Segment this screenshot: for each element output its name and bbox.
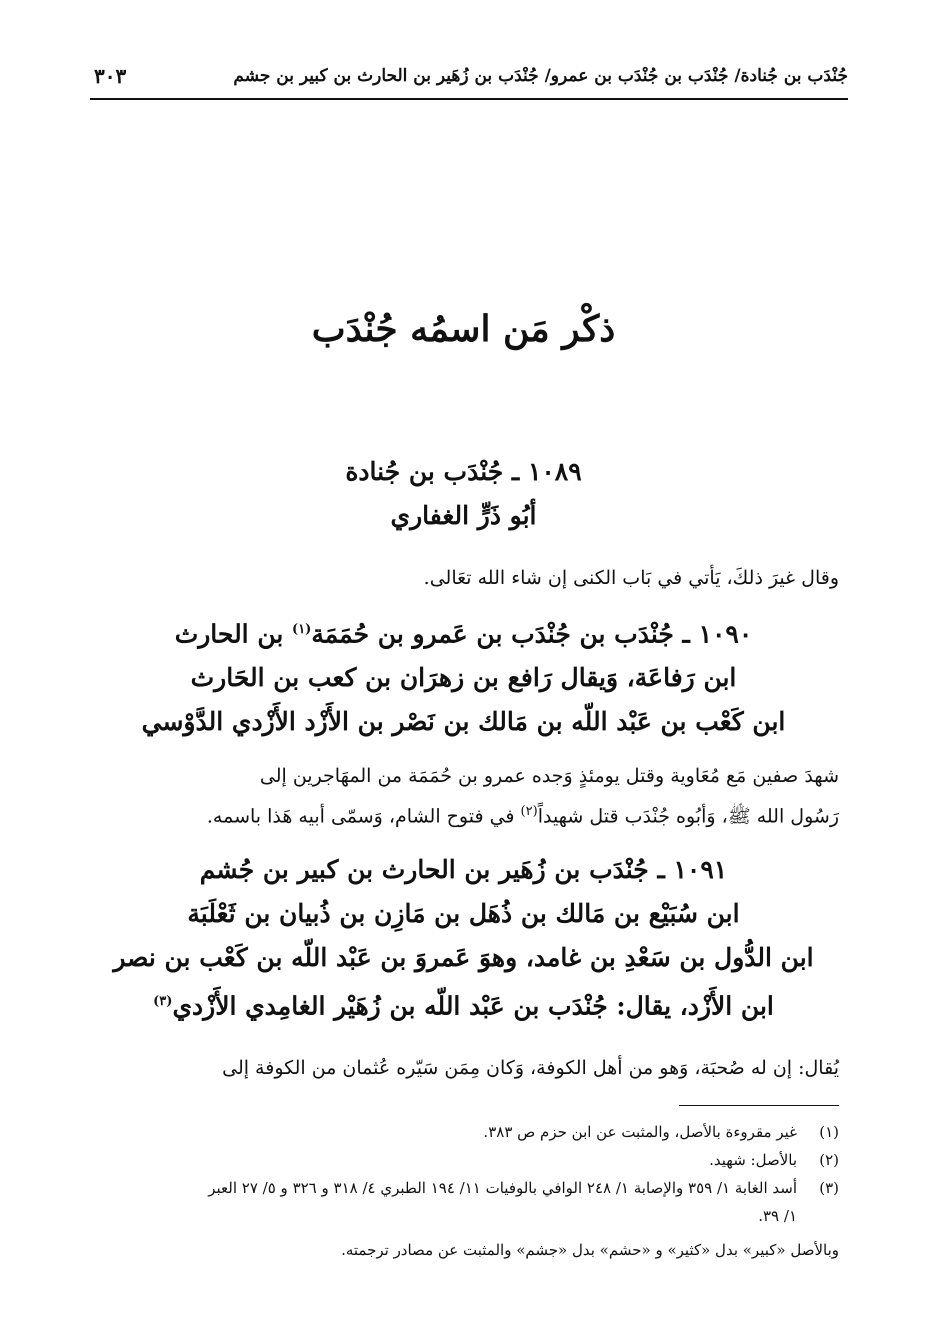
entry-1089-body — [81, 560, 839, 596]
entry-heading-line — [0, 608, 927, 656]
footnote-note: وبالأصل «كبير» بدل «كثير» و «حشم» بدل «جشم» والمثبت عن مصادر ترجمته. — [341, 1241, 839, 1259]
footnote-number: (٣) — [819, 1179, 839, 1197]
footnote-divider — [679, 1105, 839, 1106]
footnote-text: بالأصل: شهيد. — [709, 1151, 797, 1169]
entry-1090-body — [81, 758, 839, 834]
entry-heading-line: ابن رَفاعَة، وَيقال رَافع بن زهرَان بن كعب بن الحَارث — [190, 663, 737, 693]
entry-1089-heading — [0, 450, 927, 538]
body-line: شهدَ صفين مَع مُعَاوية وقتل يومئذٍ وَجده عمرو بن حُمَمَة من المهَاجرين إلى — [259, 765, 839, 787]
section-title: ذكْر مَن اسمُه جُنْدَب — [311, 308, 616, 350]
footnote-ref: (١) — [292, 622, 312, 637]
entry-heading-line: ابن كَعْب بن عَبْد اللّه بن مَالك بن نَصْر بن الأَزْد الأَزْدي الدَّوْسي — [141, 707, 786, 737]
page-number: ٣٠٣ — [94, 64, 127, 88]
footnote — [81, 1118, 839, 1146]
entry-heading-line: ١٠٨٩ ـ جُنْدَب بن جُنادة — [345, 457, 582, 486]
footnote-text: أسد الغابة ١/ ٣٥٩ والإصابة ١/ ٢٤٨ الوافي بالوفيات ١١/ ١٩٤ الطبري ٤/ ٣١٨ و ٣٢٦ و ٥/ ٢٧ العبر — [208, 1179, 797, 1197]
body-line — [81, 794, 839, 834]
heading-text: ١٠٩٠ ـ جُنْدَب بن جُنْدَب بن عَمرو بن حُمَمَة — [311, 619, 753, 649]
footnote-number: (٢) — [819, 1151, 839, 1169]
footnote — [81, 1146, 839, 1174]
footnote-text: غير مقروءة بالأصل، والمثبت عن ابن حزم ص ٣٨٣. — [483, 1123, 797, 1141]
body-text: رَسُول الله ﷺ، وَأبُوه جُنْدَب قتل شهيداً — [537, 805, 839, 828]
entry-1091-body — [81, 1050, 839, 1086]
running-head-title: جُنْدَب بن جُنادة/ جُنْدَب بن جُنْدَب بن عمرو/ جُنْدَب بن زُهَير بن الحارث بن كبير بن جشم — [233, 66, 848, 86]
entry-heading-line: أبُو ذَرٍّ الغفاري — [390, 501, 537, 530]
footnotes — [81, 1118, 839, 1264]
footnote — [81, 1174, 839, 1202]
entry-heading-line: ١٠٩١ ـ جُنْدَب بن زُهَير بن الحارث بن كبير بن جُشم — [199, 855, 728, 884]
body-text: في فتوح الشام، وَسمّى أبيه هَذا باسمه. — [206, 805, 521, 828]
footnote-ref: (٣) — [153, 994, 173, 1009]
entry-heading-line — [0, 980, 927, 1028]
footnote-continuation: ١/ ٣٩. — [758, 1207, 797, 1225]
body-line: يُقال: إن له صُحبَة، وَهو من أهل الكوفة، وَكان مِمَن سَيّره عُثمان من الكوفة إلى — [222, 1057, 839, 1079]
entry-1090-heading — [0, 608, 927, 744]
footnote-number: (١) — [819, 1123, 839, 1141]
body-line: وقال غيرَ ذلكَ، يَأتي في بَاب الكنى إن شاء الله تعَالى. — [423, 567, 839, 589]
entry-heading-line: ابن الدُّول بن سَعْدِ بن غامد، وهوَ عَمروَ بن عَبْد اللّه بن كَعْب بن نصر — [113, 943, 814, 972]
footnote-ref: (٢) — [520, 804, 538, 819]
entry-heading-line: ابن سُبَيْع بن مَالك بن ذُهَل بن مَازِن بن ذُبيان بن ثَعْلَبَة — [187, 899, 740, 928]
heading-text: ابن الأَزْد، يقال: جُنْدَب بن عَبْد اللّه بن زُهَيْر الغامِدي الأَزْدي — [172, 991, 774, 1021]
entry-1091-heading — [0, 848, 927, 1028]
running-head — [90, 66, 848, 100]
heading-text: بن الحارث — [174, 619, 293, 649]
